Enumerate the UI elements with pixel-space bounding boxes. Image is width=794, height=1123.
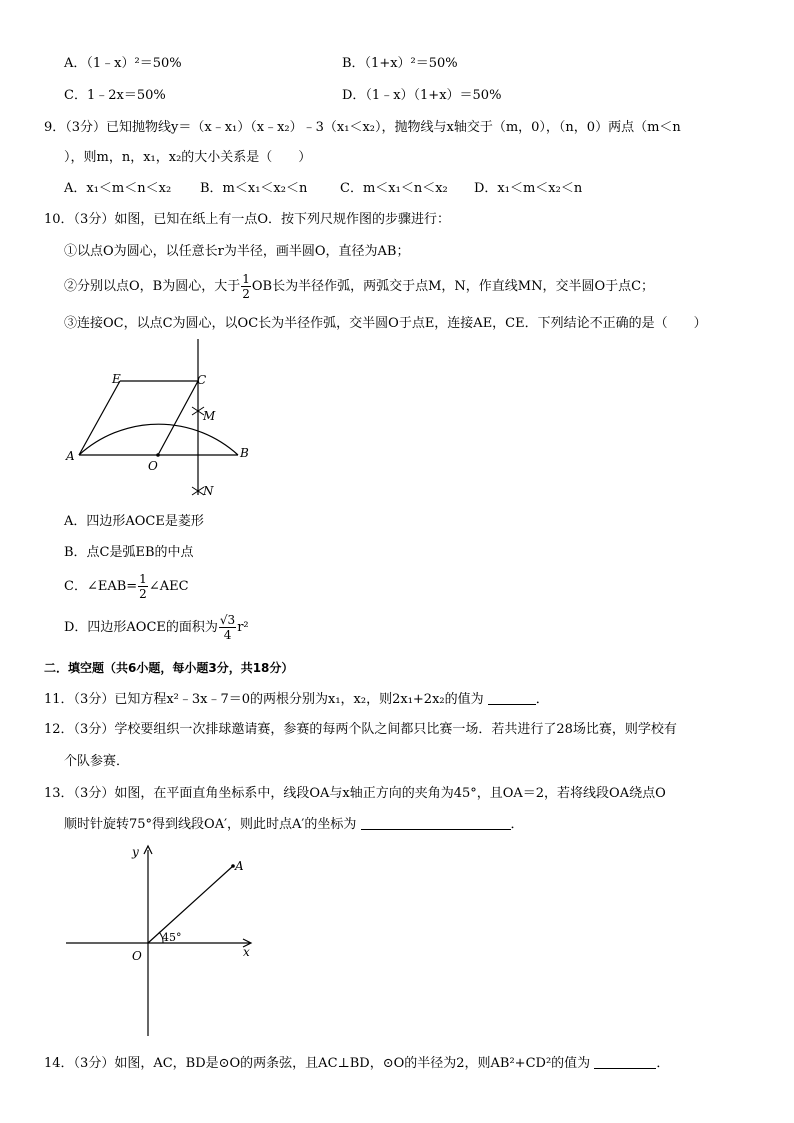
q10-option-d-text-end: r² xyxy=(237,620,249,635)
fraction-numerator: 1 xyxy=(139,572,147,586)
q10-step2-text: ②分别以点O，B为圆心，大于 xyxy=(64,279,241,294)
q8-option-a: A．（1﹣x）²＝50% xyxy=(64,56,182,71)
q10-option-d-fraction xyxy=(219,613,236,642)
q8-option-b: B．（1+x）²＝50% xyxy=(342,56,458,71)
label-angle-45: 45° xyxy=(162,931,182,944)
q10-option-a: A．四边形AOCE是菱形 xyxy=(64,514,204,529)
q14-answer-blank[interactable] xyxy=(594,1056,656,1069)
label-m: M xyxy=(203,409,216,423)
q10-step3: ③连接OC，以点C为圆心，以OC长为半径作弧，交半圆O于点E，连接AE，CE．下列结论不正确的是（ ） xyxy=(64,316,707,331)
fraction-denominator: 2 xyxy=(139,587,147,601)
q9-option-b: B．m＜x₁＜x₂＜n xyxy=(200,181,308,196)
segment-oa xyxy=(148,866,233,943)
label-o: O xyxy=(148,459,158,473)
q8-option-c: C．1﹣2x＝50% xyxy=(64,88,166,103)
q9-option-c: C．m＜x₁＜n＜x₂ xyxy=(340,181,448,196)
segment-ae xyxy=(79,381,120,455)
q10-step2 xyxy=(64,272,654,302)
label-y: y xyxy=(132,845,139,859)
q10-step2-fraction xyxy=(241,272,251,301)
q10-figure xyxy=(60,335,260,500)
q11-answer-blank[interactable] xyxy=(488,692,536,705)
label-x: x xyxy=(243,945,250,959)
q13-line2 xyxy=(64,817,524,833)
q10-step1: ①以点O为圆心，以任意长r为半径，画半圆O，直径为AB； xyxy=(64,244,410,259)
fraction-denominator: 4 xyxy=(223,628,232,642)
q13-stem-end: 顺时针旋转75°得到线段OA′，则此时点A′的坐标为 xyxy=(64,817,357,832)
label-o: O xyxy=(132,949,142,963)
q9-stem-line1: 9．（3分）已知抛物线y＝（x﹣x₁）（x﹣x₂）﹣3（x₁＜x₂），抛物线与x轴交于（m，0），（n，0）两点（m＜n xyxy=(44,120,681,135)
q14-period: ． xyxy=(656,1056,670,1071)
q11-stem: 11．（3分）已知方程x²﹣3x﹣7＝0的两根分别为x₁，x₂，则2x₁+2x₂的值为 xyxy=(44,692,484,707)
q13-figure xyxy=(60,840,270,1040)
q10-stem: 10．（3分）如图，已知在纸上有一点O．按下列尺规作图的步骤进行： xyxy=(44,212,450,227)
segment-oc xyxy=(158,381,198,455)
q10-option-d xyxy=(64,613,249,643)
fraction-numerator: 1 xyxy=(242,272,250,286)
q10-option-d-text: D．四边形AOCE的面积为 xyxy=(64,620,218,635)
section-title-fill-blank: 二．填空题（共6小题，每小题3分，共18分） xyxy=(44,661,294,675)
label-b: B xyxy=(240,446,249,460)
q12-line1: 12．（3分）学校要组织一次排球邀请赛，参赛的每两个队之间都只比赛一场．若共进行了28场比赛，则学校有 xyxy=(44,722,677,737)
label-c: C xyxy=(197,373,207,387)
fraction-denominator: 2 xyxy=(242,287,250,301)
label-a: A xyxy=(66,449,75,463)
point-o xyxy=(156,453,160,457)
q10-option-c-text-end: ∠AEC xyxy=(148,579,189,594)
q13-period: ． xyxy=(510,817,524,832)
q10-option-c-text: C．∠EAB= xyxy=(64,579,138,594)
q14-line xyxy=(44,1056,669,1072)
q10-option-c xyxy=(64,572,189,602)
fraction-numerator: √3 xyxy=(219,613,236,627)
q10-step2-text-end: OB长为半径作弧，两弧交于点M，N，作直线MN，交半圆O于点C； xyxy=(251,279,655,294)
q11-line xyxy=(44,692,549,708)
label-e: E xyxy=(112,372,121,386)
semicircle-arc xyxy=(79,424,238,455)
label-a: A xyxy=(235,859,244,873)
q13-answer-blank[interactable] xyxy=(361,817,511,830)
q12-line2: 个队参赛． xyxy=(64,754,130,769)
q13-line1: 13．（3分）如图，在平面直角坐标系中，线段OA与x轴正方向的夹角为45°，且OA＝2，若将线段OA绕点O xyxy=(44,786,666,801)
q14-stem: 14．（3分）如图，AC，BD是⊙O的两条弦，且AC⊥BD，⊙O的半径为2，则AB²+CD²的值为 xyxy=(44,1056,591,1071)
q10-option-c-fraction xyxy=(138,572,148,601)
q10-option-b: B．点C是弧EB的中点 xyxy=(64,545,194,560)
q9-stem-line2: ），则m，n，x₁，x₂的大小关系是（ ） xyxy=(64,150,312,165)
q8-option-d: D．（1﹣x）（1+x）＝50% xyxy=(342,88,502,103)
q11-period: ． xyxy=(535,692,549,707)
q9-option-d: D．x₁＜m＜x₂＜n xyxy=(474,181,583,196)
label-n: N xyxy=(203,484,214,498)
q9-option-a: A．x₁＜m＜n＜x₂ xyxy=(64,181,172,196)
